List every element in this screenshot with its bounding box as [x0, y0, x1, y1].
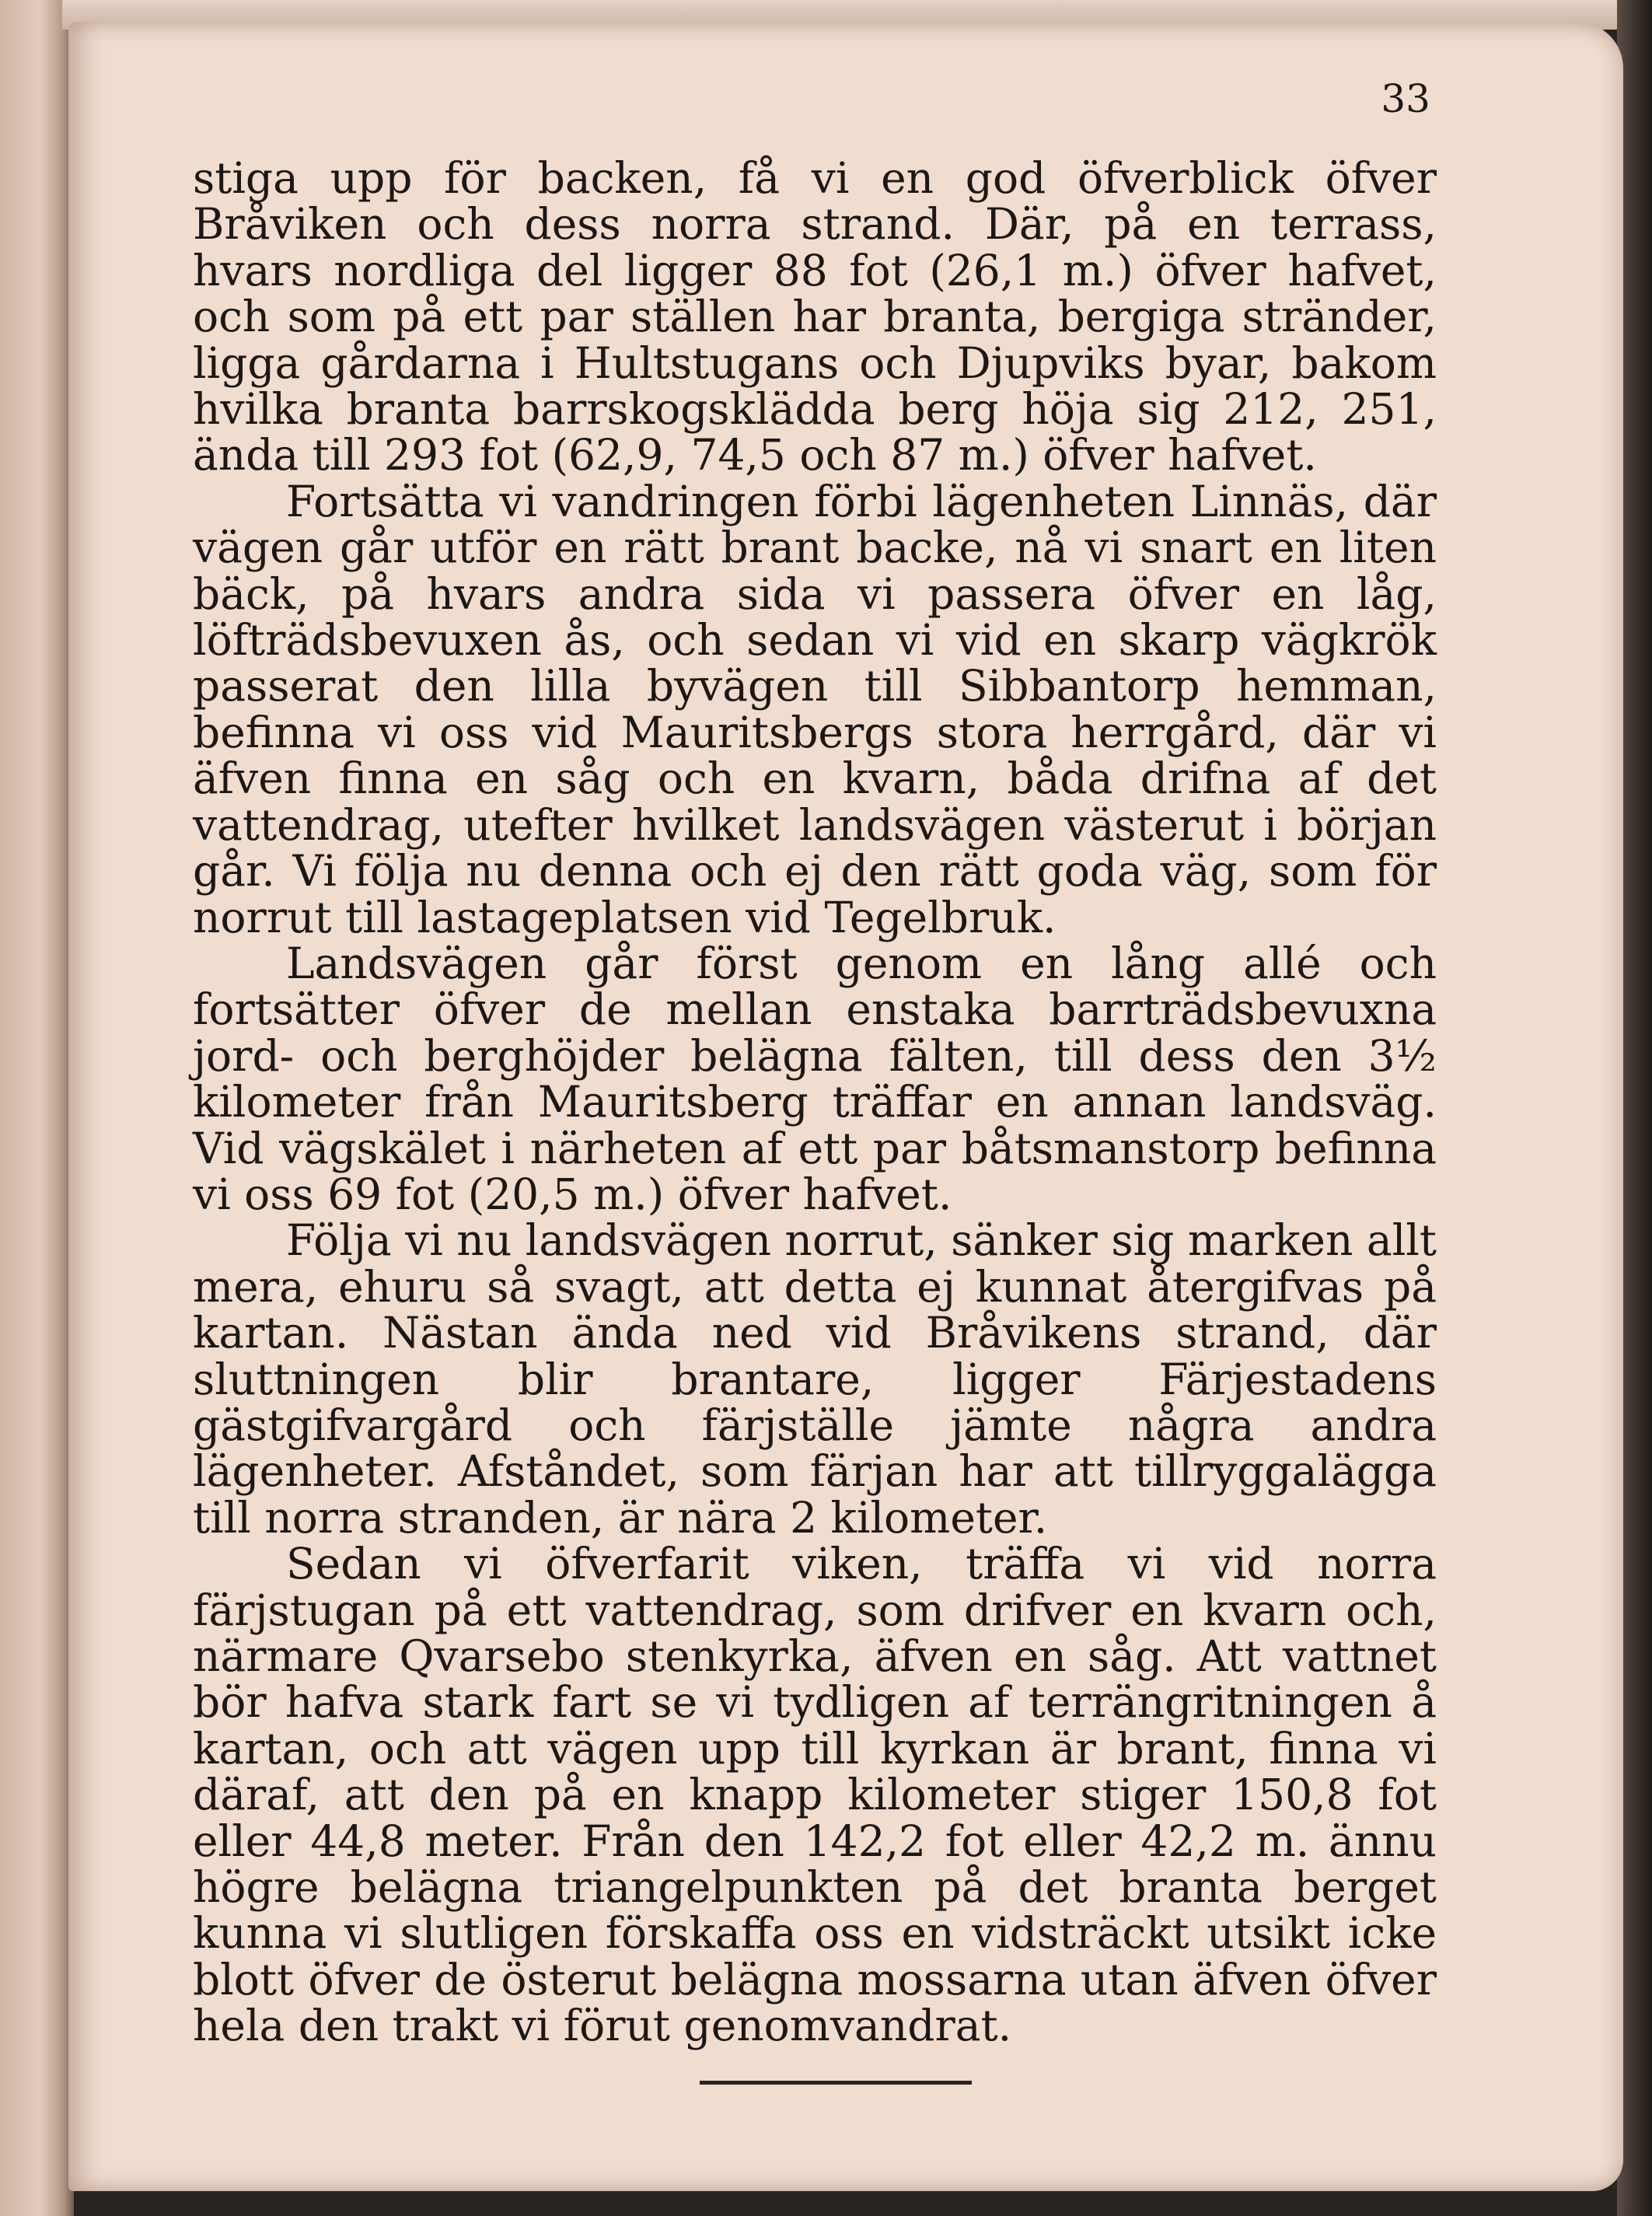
paragraph-1: stiga upp för backen, få vi en god öfverblick öfver Bråviken och dess norra strand. Där, på en terrass, hvars nordliga del ligger 88 fot (26,1 m.) öfver hafvet, och som på ett par ställen har branta, bergiga stränder, ligga gårdarna i Hultstugans och Djupviks byar, bakom hvilka branta barrskogsklädda berg höja sig 212, 251, ända till 293 fot (62,9, 74,5 och 87 m.) öfver hafvet.: [193, 153, 1437, 481]
paragraph-5: Sedan vi öfverfarit viken, träffa vi vid norra färjstugan på ett vattendrag, som drifver en kvarn och, närmare Qvarsebo stenkyrka, äfven en såg. Att vattnet bör hafva stark fart se vi tydligen af terrängritningen å kartan, och att vägen upp till kyrkan är brant, finna vi däraf, att den på en knapp kilometer stiger 150,8 fot eller 44,8 meter. Från den 142,2 fot eller 42,2 m. ännu högre belägna triangelpunkten på det branta berget kunna vi slutligen förskaffa oss en vidsträckt utsikt icke blott öfver de österut belägna mossarna utan äfven öfver hela den trakt vi förut genomvandrat.: [193, 1539, 1437, 2051]
paragraph-3: Landsvägen går först genom en lång allé och fortsätter öfver de mellan enstaka barrträdsbevuxna jord- och berghöjder belägna fälten, till dess den 3½ kilometer från Mauritsberg träffar en annan landsväg. Vid vägskälet i närheten af ett par båtsmanstorp befinna vi oss 69 fot (20,5 m.) öfver hafvet.: [193, 938, 1437, 1219]
left-page-edge: [0, 0, 74, 2216]
paragraph-2: Fortsätta vi vandringen förbi lägenheten Linnäs, där vägen går utför en rätt brant backe, nå vi snart en liten bäck, på hvars andra sida vi passera öfver en låg, löfträdsbevuxen ås, och sedan vi vid en skarp vägkrök passerat den lilla byvägen till Sibbantorp hemman, befinna vi oss vid Mauritsbergs stora herrgård, där vi äfven finna en såg och en kvarn, båda drifna af det vattendrag, utefter hvilket landsvägen västerut i början går. Vi följa nu denna och ej den rätt goda väg, som för norrut till lastageplatsen vid Tegelbruk.: [193, 476, 1437, 942]
paragraph-4: Följa vi nu landsvägen norrut, sänker sig marken allt mera, ehuru så svagt, att detta ej kunnat återgifvas på kartan. Nästan ända ned vid Bråvikens strand, där sluttningen blir brantare, ligger Färjestadens gästgifvargård och färjställe jämte några andra lägenheter. Afståndet, som färjan har att tillryggalägga till norra stranden, är nära 2 kilometer.: [193, 1215, 1437, 1543]
end-rule: [700, 2081, 972, 2085]
body-text: [193, 153, 1437, 2051]
page-number: 33: [1381, 76, 1430, 121]
